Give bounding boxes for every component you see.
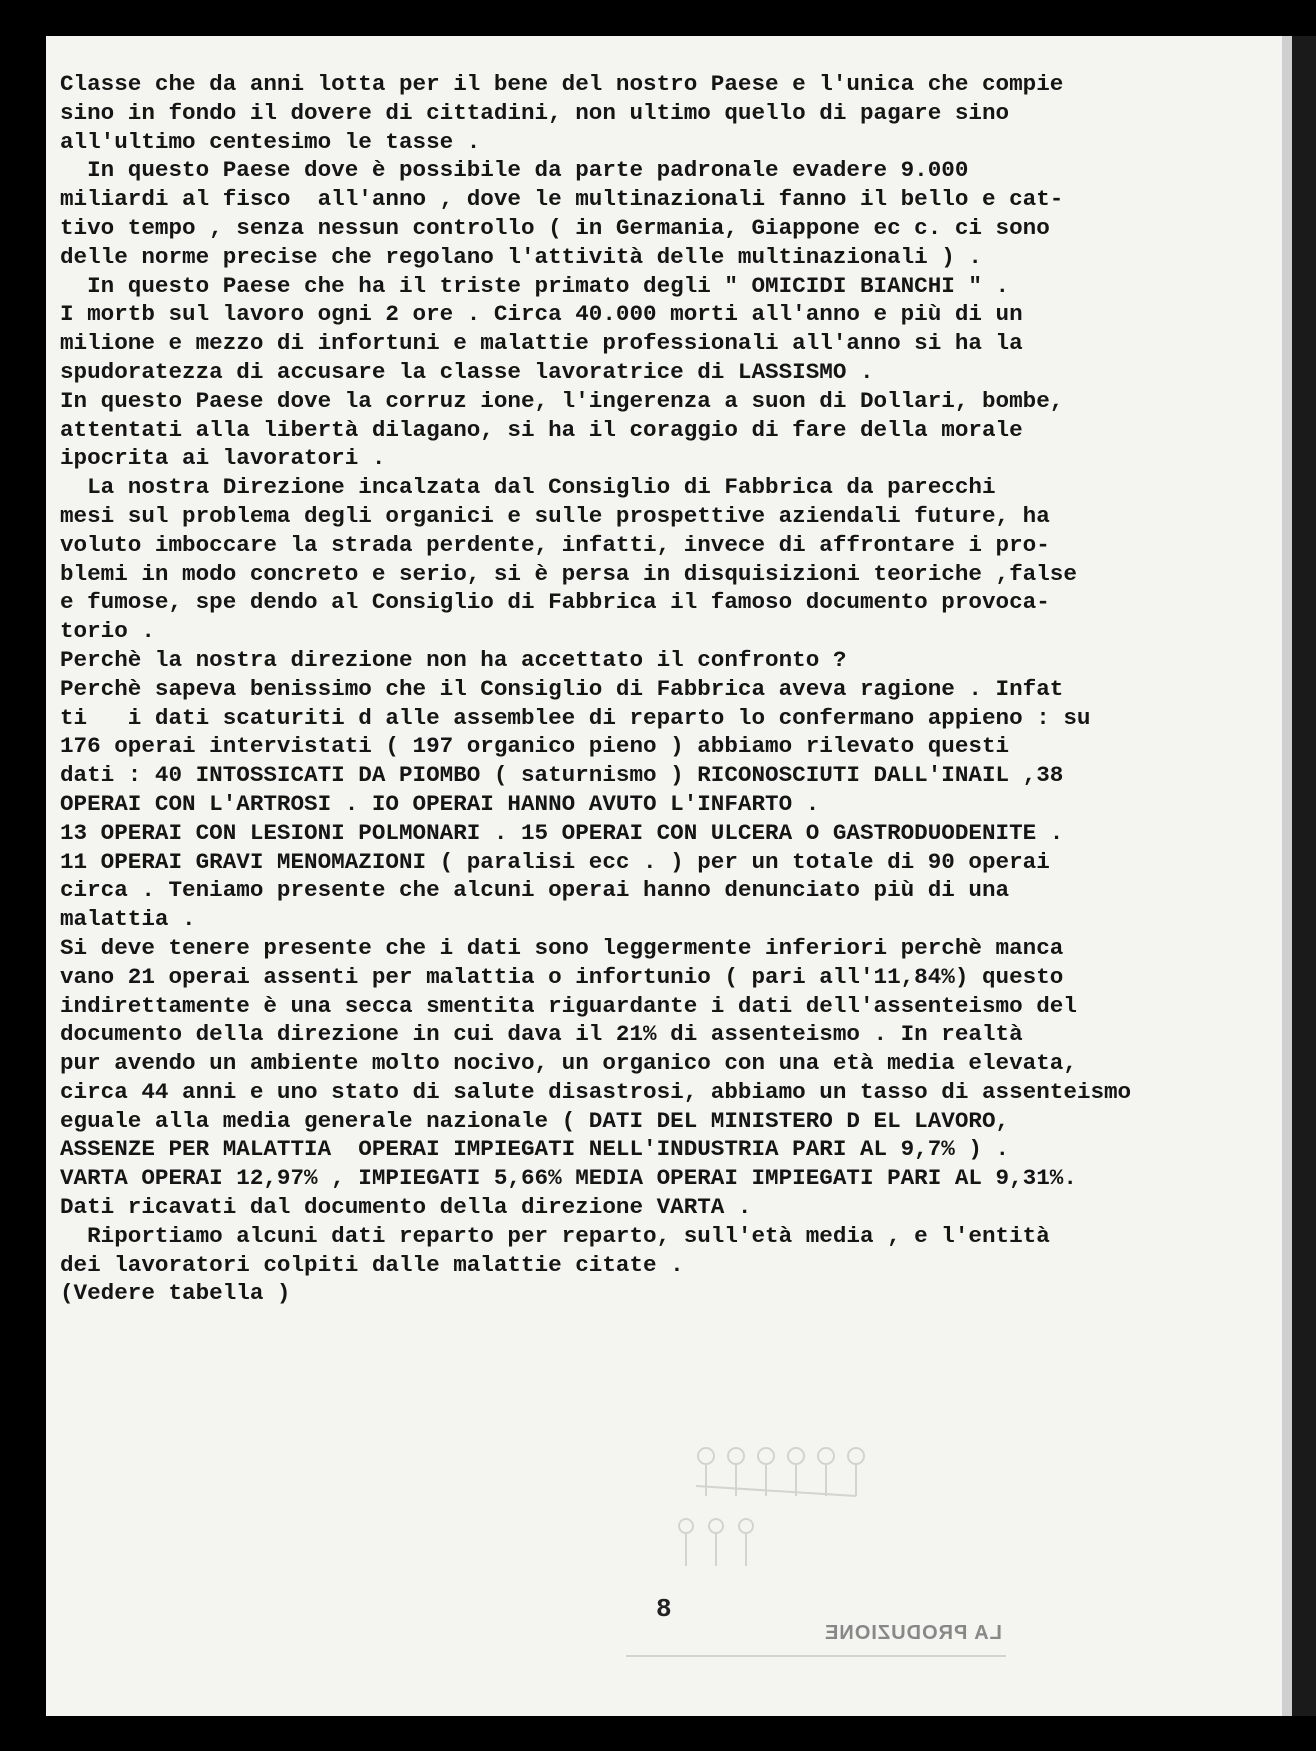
text-line: circa . Teniamo presente che alcuni operai hanno denunciato più di una: [60, 877, 1010, 904]
text-line: mesi sul problema degli organici e sulle prospettive aziendali future, ha: [60, 502, 1050, 529]
text-line: vano 21 operai assenti per malattia o infortunio ( pari all'11,84%) questo: [60, 963, 1064, 990]
text-line: Classe che da anni lotta per il bene del nostro Paese e l'unica che compie: [60, 71, 1064, 97]
body-text: [60, 70, 1270, 1308]
text-line: Perchè sapeva benissimo che il Consiglio di Fabbrica aveva ragione . Infat: [60, 675, 1064, 702]
text-line: tivo tempo , senza nessun controllo ( in Germania, Giappone ec c. ci sono: [60, 214, 1050, 241]
text-line: sino in fondo il dovere di cittadini, non ultimo quello di pagare sino: [60, 99, 1010, 126]
text-line: milione e mezzo di infortuni e malattie professionali all'anno si ha la: [60, 330, 1023, 357]
text-line: e fumose, spe dendo al Consiglio di Fabbrica il famoso documento provoca-: [60, 589, 1050, 616]
text-line: Dati ricavati dal documento della direzione VARTA .: [60, 1194, 752, 1221]
bleed-through-illustration: [626, 1416, 1006, 1696]
text-line: dati : 40 INTOSSICATI DA PIOMBO ( saturnismo ) RICONOSCIUTI DALL'INAIL ,38: [60, 762, 1064, 789]
text-line: In questo Paese dove la corruz ione, l'ingerenza a suon di Dollari, bombe,: [60, 387, 1064, 414]
text-line: In questo Paese dove è possibile da parte padronale evadere 9.000: [60, 157, 969, 184]
text-line: documento della direzione in cui dava il 21% di assenteismo . In realtà: [60, 1021, 1023, 1048]
text-line: dei lavoratori colpiti dalle malattie citate .: [60, 1251, 684, 1278]
text-line: torio .: [60, 618, 155, 645]
text-line: delle norme precise che regolano l'attività delle multinazionali ) .: [60, 243, 982, 270]
text-line: Perchè la nostra direzione non ha accettato il confronto ?: [60, 646, 847, 673]
text-line: OPERAI CON L'ARTROSI . IO OPERAI HANNO AVUTO L'INFARTO .: [60, 790, 820, 817]
text-line: circa 44 anni e uno stato di salute disastrosi, abbiamo un tasso di assenteismo: [60, 1078, 1132, 1105]
text-line: miliardi al fisco all'anno , dove le multinazionali fanno il bello e cat-: [60, 186, 1064, 213]
text-line: ti i dati scaturiti d alle assemblee di reparto lo confermano appieno : su: [60, 704, 1091, 731]
text-line: 11 OPERAI GRAVI MENOMAZIONI ( paralisi ecc . ) per un totale di 90 operai: [60, 848, 1050, 875]
text-line: VARTA OPERAI 12,97% , IMPIEGATI 5,66% MEDIA OPERAI IMPIEGATI PARI AL 9,31%.: [60, 1165, 1077, 1192]
text-line: attentati alla libertà dilagano, si ha il coraggio di fare della morale: [60, 416, 1023, 443]
text-line: voluto imboccare la strada perdente, infatti, invece di affrontare i pro-: [60, 531, 1050, 558]
text-line: indirettamente è una secca smentita riguardante i dati dell'assenteismo del: [60, 992, 1077, 1019]
text-line: all'ultimo centesimo le tasse .: [60, 128, 481, 155]
text-line: La nostra Direzione incalzata dal Consiglio di Fabbrica da parecchi: [60, 474, 996, 501]
text-line: blemi in modo concreto e serio, si è persa in disquisizioni teoriche ,false: [60, 560, 1077, 587]
next-page-edge: [1282, 36, 1316, 1716]
text-line: pur avendo un ambiente molto nocivo, un organico con una età media elevata,: [60, 1050, 1077, 1077]
text-line: 176 operai intervistati ( 197 organico pieno ) abbiamo rilevato questi: [60, 733, 1010, 760]
text-line: Riportiamo alcuni dati reparto per reparto, sull'età media , e l'entità: [60, 1222, 1050, 1249]
text-line: spudoratezza di accusare la classe lavoratrice di LASSISMO .: [60, 358, 874, 385]
page-number: 8: [656, 1594, 672, 1624]
text-line: Si deve tenere presente che i dati sono leggermente inferiori perchè manca: [60, 934, 1064, 961]
text-line: malattia .: [60, 906, 196, 933]
text-line: 13 OPERAI CON LESIONI POLMONARI . 15 OPERAI CON ULCERA O GASTRODUODENITE .: [60, 819, 1064, 846]
text-line: In questo Paese che ha il triste primato degli " OMICIDI BIANCHI " .: [60, 272, 1010, 299]
text-line: ASSENZE PER MALATTIA OPERAI IMPIEGATI NELL'INDUSTRIA PARI AL 9,7% ) .: [60, 1136, 1010, 1163]
text-line: I mortb sul lavoro ogni 2 ore . Circa 40.000 morti all'anno e più di un: [60, 301, 1023, 328]
text-line: (Vedere tabella ): [60, 1280, 291, 1307]
text-line: eguale alla media generale nazionale ( DATI DEL MINISTERO D EL LAVORO,: [60, 1107, 1010, 1134]
bleed-through-caption: LA PRODUZIONE: [824, 1622, 1002, 1644]
text-line: ipocrita ai lavoratori .: [60, 445, 386, 472]
